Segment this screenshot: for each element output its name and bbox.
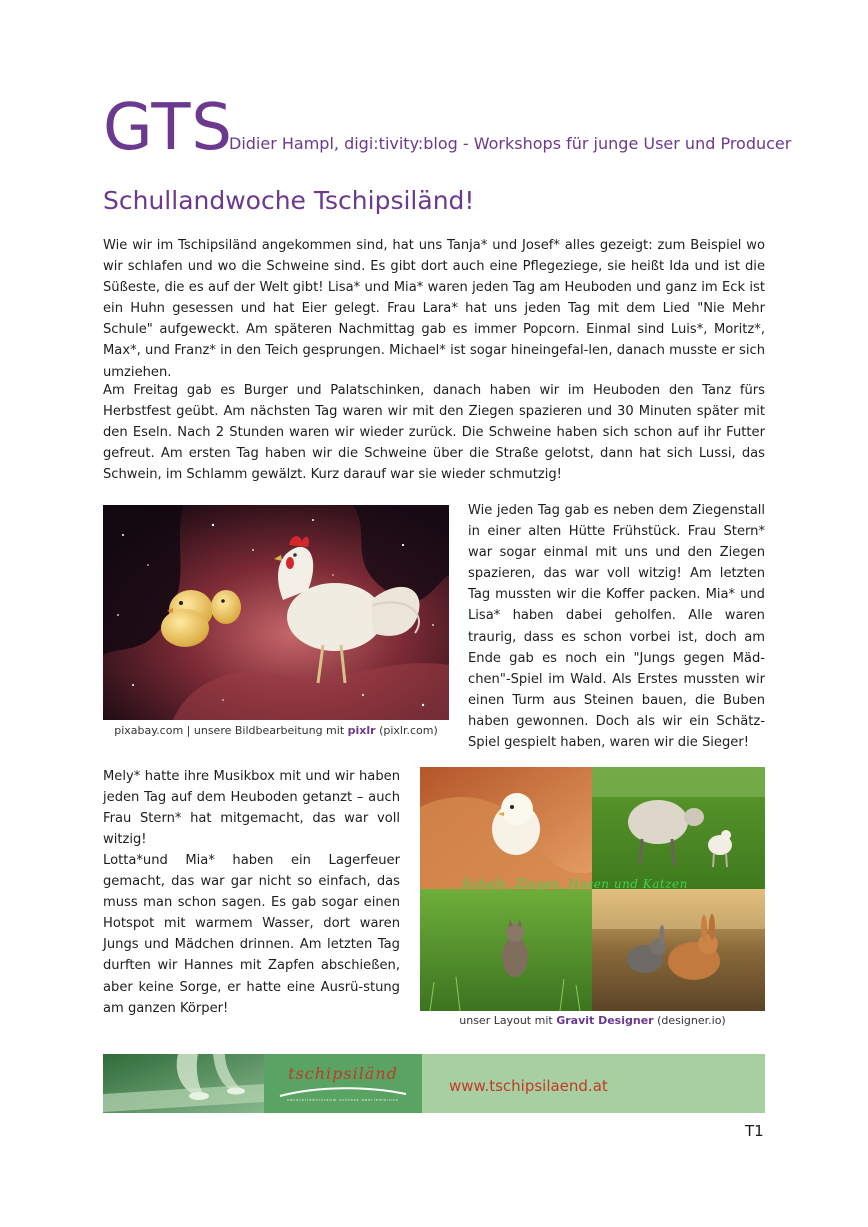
pixlr-link[interactable]: pixlr: [347, 724, 376, 737]
footer-photo: [103, 1054, 264, 1113]
logo-text: tschipsiländ: [288, 1064, 398, 1083]
logo-subtitle: naturerlebnisraum schloss oberlembrunn: [286, 1098, 400, 1102]
image2-caption: [420, 1014, 765, 1027]
tschipsilaend-logo: [264, 1054, 422, 1113]
gravit-designer-link[interactable]: Gravit Designer: [556, 1014, 654, 1027]
paragraph-friday: Am Freitag gab es Burger und Palatschinken, danach haben wir im Heuboden den Tanz fürs Herbstfest geübt. Am nächsten Tag waren wir mit den Ziegen spazieren und 30 Minuten später mit den Eseln. Nach 2 Stunden waren wir wieder zurück. Die Schweine haben sich schon auf ihr Futter gefreut. Am ersten Tag haben wir die Schweine über die Straße gelotst, dann hat sich Lussi, das Schwein, im Schlamm gewälzt. Kurz darauf war sie wieder schmutzig!: [103, 383, 765, 483]
image1-caption: [103, 724, 449, 737]
paragraph-breakfast: Wie jeden Tag gab es neben dem Ziegenstall in einer alten Hütte Frühstück. Frau Stern* war sogar einmal mit uns und den Ziegen spazieren, das war voll witzig! Am letzten Tag mussten wir die Koffer packen. Mia* und Lisa* haben dabei geholfen. Alle waren traurig, dass es schon vorbei ist, doch am Ende gab es noch ein "Jungs gegen Mäd-chen"-Spiel im Wald. Als Erstes mussten wir einen Turm aus Steinen bauen, die Buben haben gewonnen. Doch als wir ein Schätz-Spiel gespielt haben, waren wir die Sieger!: [468, 503, 765, 751]
paragraph-campfire: Lotta*und Mia* haben ein Lagerfeuer gemacht, das war gar nicht so einfach, das muss man schon sagen. Es gab sogar einen Hotspot mit warmem Wasser, dort waren Jungs und Mädchen drinnen. Am letzten Tag durften wir Hannes mit Zapfen abschießen, aber keine Sorge, er hatte eine Ausrü-stung am ganzen Körper!: [103, 853, 400, 1016]
paragraph-musicbox: Mely* hatte ihre Musikbox mit und wir haben jeden Tag auf dem Heuboden getanzt – auch Frau Stern* hat mitgemacht, das war voll witzig!: [103, 769, 400, 848]
footer-banner: [103, 1054, 765, 1113]
caption-text: (pixlr.com): [375, 724, 438, 737]
page-title: Schullandwoche Tschipsiländ!: [103, 186, 475, 215]
paragraph-intro: Wie wir im Tschipsiländ angekommen sind, hat uns Tanja* und Josef* alles gezeigt: zum Beispiel wo wir schlafen und wo die Schweine sind. Es gibt dort auch eine Pflegeziege, sie heißt Ida und ist die Süßeste, die es auf der Welt gibt! Lisa* und Mia* waren jeden Tag am Heuboden und ganz im Eck ist ein Huhn gesessen und hat Eier gelegt. Frau Lara* hat uns jeden Tag mit dem Lied "Nie Mehr Schule" aufgeweckt. Am späteren Nachmittag gab es immer Popcorn. Einmal sind Luis*, Moritz*, Max*, und Franz* in den Teich gesprungen. Michael* ist sogar hineingefal-len, danach musste er sich umziehen.: [103, 238, 765, 380]
animals-collage-image: [420, 767, 765, 1011]
caption-text: pixabay.com | unsere Bildbearbeitung mit: [114, 724, 348, 737]
website-link[interactable]: www.tschipsilaend.at: [449, 1077, 608, 1095]
rooster-chicks-image: [103, 505, 449, 720]
header-subtitle: Didier Hampl, digi:tivity:blog - Workshops für junge User und Producer: [229, 134, 792, 153]
page-number: T1: [745, 1122, 764, 1140]
caption-text: (designer.io): [653, 1014, 726, 1027]
gts-logo: GTS: [103, 91, 234, 165]
collage-banner-text: Schafe, Ziegen, Hasen und Katzen: [462, 877, 688, 891]
caption-text: unser Layout mit: [459, 1014, 557, 1027]
logo-swoosh-icon: [278, 1084, 408, 1098]
